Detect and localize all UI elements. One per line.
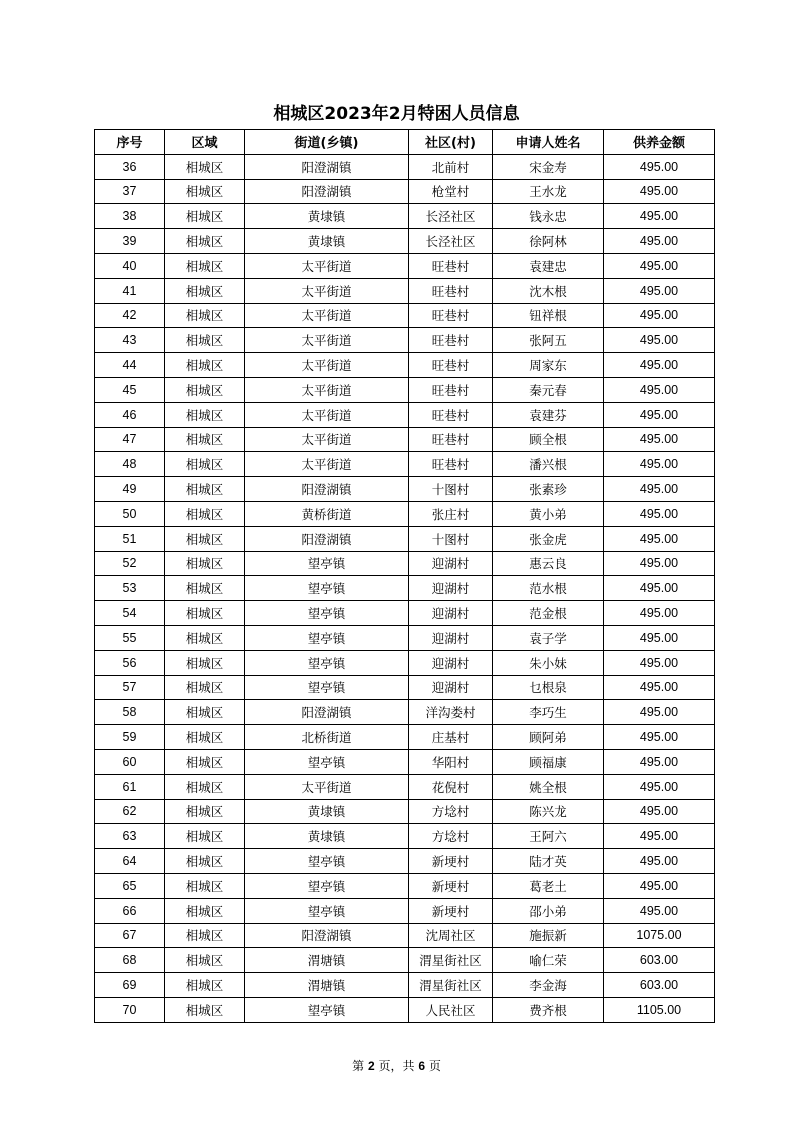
cell-applicant-name: 秦元春 <box>493 377 604 402</box>
cell-community: 花倪村 <box>409 774 493 799</box>
table-row <box>95 799 715 824</box>
cell-community: 旺巷村 <box>409 253 493 278</box>
table-body <box>95 154 715 1022</box>
cell-region: 相城区 <box>165 179 245 204</box>
cell-region: 相城区 <box>165 377 245 402</box>
cell-community: 人民社区 <box>409 997 493 1022</box>
cell-applicant-name: 李巧生 <box>493 700 604 725</box>
header-applicant-name: 申请人姓名 <box>493 130 604 155</box>
cell-community: 旺巷村 <box>409 303 493 328</box>
cell-applicant-name: 王阿六 <box>493 824 604 849</box>
cell-region: 相城区 <box>165 154 245 179</box>
table-row <box>95 923 715 948</box>
cell-region: 相城区 <box>165 477 245 502</box>
cell-applicant-name: 钮祥根 <box>493 303 604 328</box>
footer-prefix: 第 <box>352 1059 368 1073</box>
cell-applicant-name: 李金海 <box>493 973 604 998</box>
cell-support-amount: 495.00 <box>604 353 715 378</box>
cell-support-amount: 495.00 <box>604 898 715 923</box>
cell-community: 北前村 <box>409 154 493 179</box>
table-row <box>95 303 715 328</box>
cell-region: 相城区 <box>165 452 245 477</box>
cell-region: 相城区 <box>165 824 245 849</box>
cell-region: 相城区 <box>165 601 245 626</box>
cell-support-amount: 495.00 <box>604 873 715 898</box>
cell-applicant-name: 费齐根 <box>493 997 604 1022</box>
cell-street: 阳澄湖镇 <box>245 154 409 179</box>
table-row <box>95 427 715 452</box>
table-row <box>95 774 715 799</box>
cell-support-amount: 1075.00 <box>604 923 715 948</box>
cell-region: 相城区 <box>165 427 245 452</box>
cell-applicant-name: 周家东 <box>493 353 604 378</box>
cell-region: 相城区 <box>165 303 245 328</box>
cell-street: 阳澄湖镇 <box>245 179 409 204</box>
table-row <box>95 551 715 576</box>
page-title: 相城区2023年2月特困人员信息 <box>273 104 520 124</box>
cell-region: 相城区 <box>165 253 245 278</box>
cell-serial: 62 <box>95 799 165 824</box>
cell-community: 十图村 <box>409 477 493 502</box>
table-row <box>95 749 715 774</box>
cell-street: 阳澄湖镇 <box>245 700 409 725</box>
cell-support-amount: 495.00 <box>604 774 715 799</box>
cell-community: 方埝村 <box>409 799 493 824</box>
cell-serial: 65 <box>95 873 165 898</box>
cell-serial: 66 <box>95 898 165 923</box>
cell-street: 望亭镇 <box>245 551 409 576</box>
cell-community: 旺巷村 <box>409 328 493 353</box>
table-row <box>95 377 715 402</box>
table-row <box>95 452 715 477</box>
cell-region: 相城区 <box>165 799 245 824</box>
cell-applicant-name: 沈木根 <box>493 278 604 303</box>
table-row <box>95 154 715 179</box>
cell-serial: 51 <box>95 526 165 551</box>
cell-community: 旺巷村 <box>409 278 493 303</box>
cell-applicant-name: 张素珍 <box>493 477 604 502</box>
cell-applicant-name: 徐阿林 <box>493 229 604 254</box>
cell-region: 相城区 <box>165 725 245 750</box>
cell-applicant-name: 宋金寿 <box>493 154 604 179</box>
table-row <box>95 278 715 303</box>
cell-serial: 55 <box>95 625 165 650</box>
cell-serial: 50 <box>95 501 165 526</box>
table-row <box>95 625 715 650</box>
cell-applicant-name: 顾阿弟 <box>493 725 604 750</box>
table-row <box>95 873 715 898</box>
footer-suffix: 页 <box>425 1059 441 1073</box>
cell-community: 迎湖村 <box>409 576 493 601</box>
cell-serial: 52 <box>95 551 165 576</box>
cell-region: 相城区 <box>165 328 245 353</box>
cell-community: 庄基村 <box>409 725 493 750</box>
cell-serial: 49 <box>95 477 165 502</box>
cell-support-amount: 495.00 <box>604 849 715 874</box>
cell-region: 相城区 <box>165 576 245 601</box>
footer-page-number: 2 <box>367 1059 375 1073</box>
cell-applicant-name: 范金根 <box>493 601 604 626</box>
cell-serial: 48 <box>95 452 165 477</box>
cell-support-amount: 495.00 <box>604 526 715 551</box>
cell-applicant-name: 顾福康 <box>493 749 604 774</box>
table-row <box>95 650 715 675</box>
cell-community: 旺巷村 <box>409 377 493 402</box>
cell-region: 相城区 <box>165 898 245 923</box>
cell-region: 相城区 <box>165 873 245 898</box>
cell-region: 相城区 <box>165 774 245 799</box>
cell-applicant-name: 朱小妹 <box>493 650 604 675</box>
cell-community: 迎湖村 <box>409 551 493 576</box>
cell-support-amount: 495.00 <box>604 799 715 824</box>
cell-serial: 64 <box>95 849 165 874</box>
cell-support-amount: 495.00 <box>604 675 715 700</box>
cell-serial: 63 <box>95 824 165 849</box>
table-row <box>95 526 715 551</box>
cell-community: 旺巷村 <box>409 427 493 452</box>
cell-street: 望亭镇 <box>245 749 409 774</box>
cell-community: 新埂村 <box>409 898 493 923</box>
cell-street: 望亭镇 <box>245 576 409 601</box>
cell-applicant-name: 袁建忠 <box>493 253 604 278</box>
cell-community: 长泾社区 <box>409 229 493 254</box>
cell-applicant-name: 王水龙 <box>493 179 604 204</box>
cell-serial: 36 <box>95 154 165 179</box>
cell-region: 相城区 <box>165 353 245 378</box>
cell-support-amount: 495.00 <box>604 253 715 278</box>
cell-street: 望亭镇 <box>245 997 409 1022</box>
table-row <box>95 204 715 229</box>
cell-street: 太平街道 <box>245 452 409 477</box>
cell-support-amount: 495.00 <box>604 303 715 328</box>
cell-street: 太平街道 <box>245 774 409 799</box>
cell-serial: 60 <box>95 749 165 774</box>
cell-serial: 68 <box>95 948 165 973</box>
cell-community: 洋沟娄村 <box>409 700 493 725</box>
cell-street: 太平街道 <box>245 303 409 328</box>
table-row <box>95 576 715 601</box>
cell-serial: 57 <box>95 675 165 700</box>
footer-total-pages: 6 <box>418 1059 425 1073</box>
table-header-row <box>95 130 715 155</box>
cell-support-amount: 495.00 <box>604 278 715 303</box>
cell-region: 相城区 <box>165 229 245 254</box>
cell-street: 黄埭镇 <box>245 824 409 849</box>
cell-community: 旺巷村 <box>409 452 493 477</box>
cell-community: 华阳村 <box>409 749 493 774</box>
cell-support-amount: 495.00 <box>604 576 715 601</box>
cell-support-amount: 495.00 <box>604 625 715 650</box>
cell-support-amount: 495.00 <box>604 650 715 675</box>
cell-street: 望亭镇 <box>245 650 409 675</box>
data-table <box>94 129 715 1023</box>
cell-region: 相城区 <box>165 278 245 303</box>
cell-support-amount: 495.00 <box>604 154 715 179</box>
cell-support-amount: 495.00 <box>604 700 715 725</box>
cell-community: 张庄村 <box>409 501 493 526</box>
cell-community: 渭星街社区 <box>409 973 493 998</box>
cell-region: 相城区 <box>165 700 245 725</box>
table-row <box>95 328 715 353</box>
cell-support-amount: 495.00 <box>604 824 715 849</box>
cell-region: 相城区 <box>165 551 245 576</box>
cell-street: 北桥街道 <box>245 725 409 750</box>
cell-street: 渭塘镇 <box>245 948 409 973</box>
cell-community: 方埝村 <box>409 824 493 849</box>
cell-serial: 69 <box>95 973 165 998</box>
table-row <box>95 675 715 700</box>
cell-support-amount: 495.00 <box>604 427 715 452</box>
cell-serial: 37 <box>95 179 165 204</box>
cell-support-amount: 495.00 <box>604 229 715 254</box>
cell-community: 渭星街社区 <box>409 948 493 973</box>
table-row <box>95 253 715 278</box>
cell-street: 黄埭镇 <box>245 799 409 824</box>
cell-region: 相城区 <box>165 675 245 700</box>
cell-support-amount: 495.00 <box>604 452 715 477</box>
cell-street: 黄埭镇 <box>245 204 409 229</box>
cell-support-amount: 495.00 <box>604 477 715 502</box>
cell-street: 望亭镇 <box>245 898 409 923</box>
cell-serial: 54 <box>95 601 165 626</box>
cell-street: 太平街道 <box>245 402 409 427</box>
cell-support-amount: 495.00 <box>604 179 715 204</box>
cell-applicant-name: 施振新 <box>493 923 604 948</box>
cell-serial: 38 <box>95 204 165 229</box>
cell-support-amount: 495.00 <box>604 601 715 626</box>
cell-applicant-name: 钱永忠 <box>493 204 604 229</box>
cell-community: 迎湖村 <box>409 601 493 626</box>
cell-applicant-name: 陆才英 <box>493 849 604 874</box>
cell-serial: 44 <box>95 353 165 378</box>
table-row <box>95 229 715 254</box>
cell-region: 相城区 <box>165 501 245 526</box>
header-street: 街道(乡镇) <box>245 130 409 155</box>
cell-region: 相城区 <box>165 749 245 774</box>
cell-street: 望亭镇 <box>245 873 409 898</box>
cell-applicant-name: 黄小弟 <box>493 501 604 526</box>
cell-support-amount: 603.00 <box>604 973 715 998</box>
cell-street: 太平街道 <box>245 328 409 353</box>
cell-applicant-name: 范水根 <box>493 576 604 601</box>
table-row <box>95 824 715 849</box>
cell-support-amount: 495.00 <box>604 501 715 526</box>
cell-serial: 56 <box>95 650 165 675</box>
cell-street: 望亭镇 <box>245 849 409 874</box>
header-serial: 序号 <box>95 130 165 155</box>
cell-street: 望亭镇 <box>245 601 409 626</box>
table-row <box>95 179 715 204</box>
cell-street: 太平街道 <box>245 278 409 303</box>
table-row <box>95 849 715 874</box>
cell-support-amount: 495.00 <box>604 749 715 774</box>
cell-community: 十图村 <box>409 526 493 551</box>
cell-region: 相城区 <box>165 923 245 948</box>
table-row <box>95 898 715 923</box>
cell-serial: 42 <box>95 303 165 328</box>
cell-support-amount: 495.00 <box>604 377 715 402</box>
cell-street: 望亭镇 <box>245 625 409 650</box>
cell-applicant-name: 葛老土 <box>493 873 604 898</box>
header-support-amount: 供养金额 <box>604 130 715 155</box>
cell-street: 太平街道 <box>245 377 409 402</box>
table-row <box>95 501 715 526</box>
cell-support-amount: 495.00 <box>604 725 715 750</box>
cell-serial: 46 <box>95 402 165 427</box>
footer-middle: 页，共 <box>374 1059 419 1073</box>
cell-community: 旺巷村 <box>409 402 493 427</box>
cell-street: 太平街道 <box>245 427 409 452</box>
cell-street: 黄桥街道 <box>245 501 409 526</box>
cell-region: 相城区 <box>165 849 245 874</box>
cell-serial: 67 <box>95 923 165 948</box>
table-row <box>95 402 715 427</box>
cell-street: 阳澄湖镇 <box>245 477 409 502</box>
cell-applicant-name: 陈兴龙 <box>493 799 604 824</box>
cell-applicant-name: 惠云良 <box>493 551 604 576</box>
cell-support-amount: 603.00 <box>604 948 715 973</box>
cell-region: 相城区 <box>165 948 245 973</box>
cell-support-amount: 1105.00 <box>604 997 715 1022</box>
cell-community: 沈周社区 <box>409 923 493 948</box>
cell-serial: 53 <box>95 576 165 601</box>
cell-applicant-name: 张金虎 <box>493 526 604 551</box>
cell-region: 相城区 <box>165 625 245 650</box>
table-row <box>95 725 715 750</box>
cell-applicant-name: 喻仁荣 <box>493 948 604 973</box>
cell-applicant-name: 潘兴根 <box>493 452 604 477</box>
cell-applicant-name: 乜根泉 <box>493 675 604 700</box>
cell-applicant-name: 顾全根 <box>493 427 604 452</box>
cell-applicant-name: 袁建芬 <box>493 402 604 427</box>
cell-community: 新埂村 <box>409 849 493 874</box>
table-row <box>95 477 715 502</box>
cell-street: 渭塘镇 <box>245 973 409 998</box>
cell-community: 新埂村 <box>409 873 493 898</box>
cell-region: 相城区 <box>165 650 245 675</box>
cell-community: 迎湖村 <box>409 650 493 675</box>
table-row <box>95 997 715 1022</box>
cell-street: 望亭镇 <box>245 675 409 700</box>
cell-street: 太平街道 <box>245 353 409 378</box>
cell-region: 相城区 <box>165 997 245 1022</box>
header-community: 社区(村) <box>409 130 493 155</box>
cell-community: 枪堂村 <box>409 179 493 204</box>
cell-serial: 41 <box>95 278 165 303</box>
cell-serial: 47 <box>95 427 165 452</box>
cell-street: 黄埭镇 <box>245 229 409 254</box>
cell-community: 迎湖村 <box>409 625 493 650</box>
cell-support-amount: 495.00 <box>604 402 715 427</box>
table-row <box>95 700 715 725</box>
cell-applicant-name: 袁子学 <box>493 625 604 650</box>
cell-support-amount: 495.00 <box>604 328 715 353</box>
cell-region: 相城区 <box>165 402 245 427</box>
table-row <box>95 353 715 378</box>
cell-serial: 39 <box>95 229 165 254</box>
cell-street: 阳澄湖镇 <box>245 526 409 551</box>
table-row <box>95 601 715 626</box>
cell-applicant-name: 邵小弟 <box>493 898 604 923</box>
cell-serial: 58 <box>95 700 165 725</box>
cell-serial: 59 <box>95 725 165 750</box>
header-region: 区域 <box>165 130 245 155</box>
cell-community: 长泾社区 <box>409 204 493 229</box>
table-row <box>95 973 715 998</box>
cell-serial: 40 <box>95 253 165 278</box>
table-row <box>95 948 715 973</box>
cell-serial: 61 <box>95 774 165 799</box>
cell-community: 旺巷村 <box>409 353 493 378</box>
cell-serial: 70 <box>95 997 165 1022</box>
cell-region: 相城区 <box>165 973 245 998</box>
cell-street: 太平街道 <box>245 253 409 278</box>
cell-street: 阳澄湖镇 <box>245 923 409 948</box>
cell-support-amount: 495.00 <box>604 204 715 229</box>
cell-community: 迎湖村 <box>409 675 493 700</box>
cell-region: 相城区 <box>165 526 245 551</box>
cell-serial: 45 <box>95 377 165 402</box>
cell-applicant-name: 姚全根 <box>493 774 604 799</box>
cell-applicant-name: 张阿五 <box>493 328 604 353</box>
cell-region: 相城区 <box>165 204 245 229</box>
cell-support-amount: 495.00 <box>604 551 715 576</box>
cell-serial: 43 <box>95 328 165 353</box>
page-footer <box>0 1057 793 1074</box>
